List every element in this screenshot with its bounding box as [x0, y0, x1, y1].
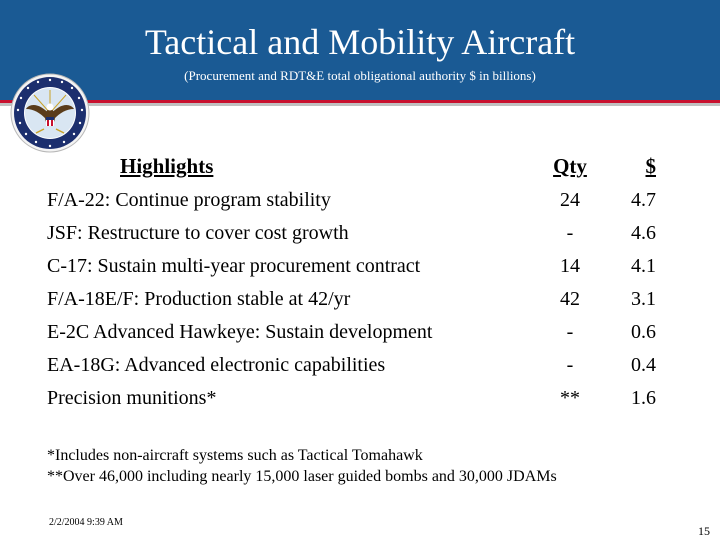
header-rule-gray [0, 103, 720, 106]
row-item: C-17: Sustain multi-year procurement contract [47, 255, 421, 277]
row-item: EA-18G: Advanced electronic capabilities [47, 354, 386, 376]
row-item: F/A-18E/F: Production stable at 42/yr [47, 288, 351, 310]
row-amount: 3.1 [631, 288, 656, 310]
row-qty: ** [560, 387, 580, 409]
row-qty: 14 [560, 255, 580, 277]
highlights-table [0, 186, 720, 417]
table-row [0, 384, 720, 417]
table-row [0, 285, 720, 318]
footnote-2: **Over 46,000 including nearly 15,000 laser guided bombs and 30,000 JDAMs [47, 468, 557, 485]
footnote-1: *Includes non-aircraft systems such as Tactical Tomahawk [47, 447, 423, 464]
date-stamp: 2/2/2004 9:39 AM [49, 517, 123, 528]
table-row [0, 219, 720, 252]
table-row [0, 351, 720, 384]
page-number: 15 [698, 524, 710, 538]
column-header-qty: Qty [553, 154, 587, 178]
row-qty: - [566, 354, 574, 376]
footnotes [47, 445, 557, 487]
column-header-amount: $ [645, 154, 656, 178]
row-item: JSF: Restructure to cover cost growth [47, 222, 349, 244]
row-amount: 4.7 [631, 189, 656, 211]
row-qty: - [566, 222, 574, 244]
row-amount: 0.6 [631, 321, 656, 343]
row-item: F/A-22: Continue program stability [47, 189, 331, 211]
page-subtitle: (Procurement and RDT&E total obligational authority $ in billions) [184, 68, 536, 83]
row-qty: 24 [560, 189, 580, 211]
table-row [0, 186, 720, 219]
dod-seal-icon [10, 73, 90, 153]
page-title: Tactical and Mobility Aircraft [144, 22, 576, 62]
row-item: Precision munitions* [47, 387, 217, 409]
table-row [0, 318, 720, 351]
row-item: E-2C Advanced Hawkeye: Sustain development [47, 321, 433, 343]
table-row [0, 252, 720, 285]
row-amount: 4.6 [631, 222, 656, 244]
row-amount: 4.1 [631, 255, 656, 277]
row-amount: 1.6 [631, 387, 656, 409]
row-qty: 42 [560, 288, 580, 310]
row-amount: 0.4 [631, 354, 656, 376]
column-header-highlights: Highlights [120, 154, 214, 178]
row-qty: - [566, 321, 574, 343]
